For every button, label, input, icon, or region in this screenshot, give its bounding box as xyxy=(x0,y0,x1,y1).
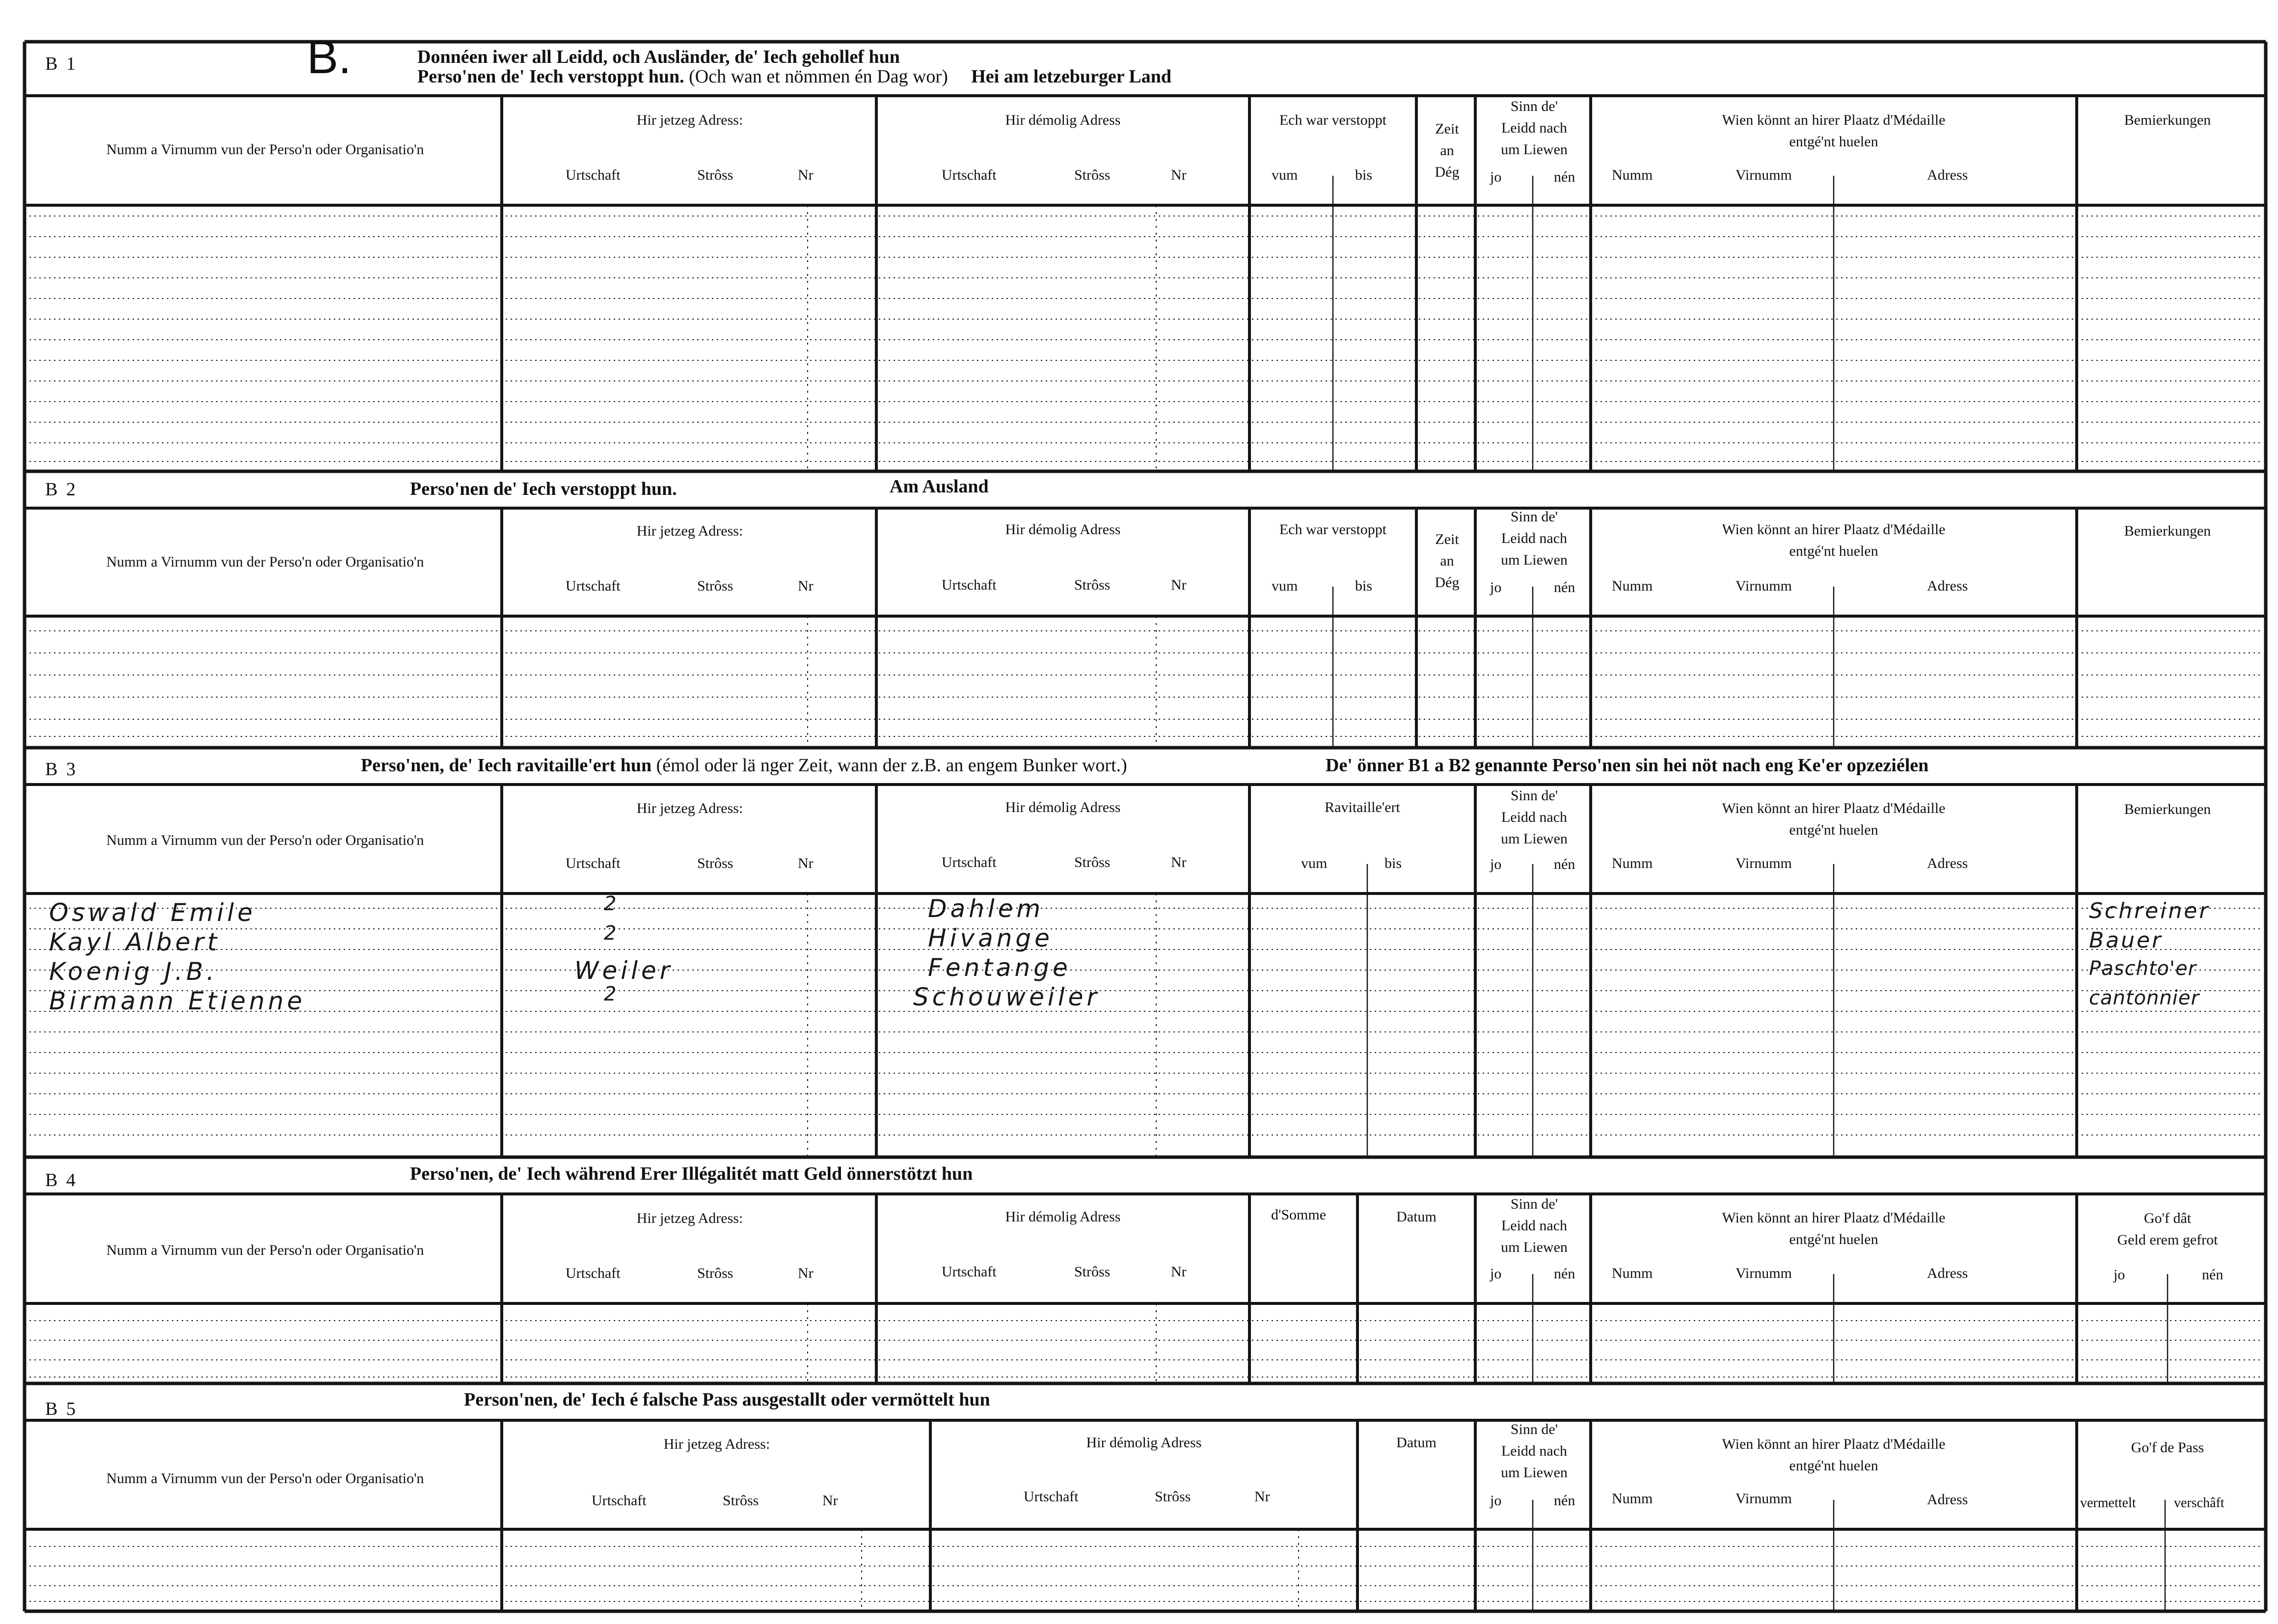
b3-sub-stross: Strôss xyxy=(697,855,733,871)
b2-sub-urtschaft-old: Urtschaft xyxy=(942,577,997,593)
b4-col-geld-1: Go'f dât xyxy=(2143,1210,2192,1226)
b3-sub-stross-old: Strôss xyxy=(1074,854,1111,870)
b1-col-sinn-2: Leidd nach xyxy=(1501,120,1568,136)
b2-col-zeit-2: an xyxy=(1440,553,1454,569)
b5-col-datum: Datum xyxy=(1396,1435,1437,1451)
b3-col-name-header: Numm a Virnumm vun der Perso'n oder Organisatio'n xyxy=(106,832,424,848)
b4-col-sinn-2: Leidd nach xyxy=(1501,1218,1568,1234)
b1-col-zeit-1: Zeit xyxy=(1435,121,1459,137)
b2-col-addr-old-header: Hir démolig Adress xyxy=(1005,521,1121,538)
b3-col-remarks: Bemierkungen xyxy=(2124,801,2211,817)
b5-col-medal-2: entgé'nt huelen xyxy=(1789,1458,1878,1474)
b1-col-sinn-1: Sinn de' xyxy=(1510,98,1558,114)
b3-entry-1-now: 2 xyxy=(604,893,620,915)
b5-sub-jo: jo xyxy=(1490,1492,1502,1509)
b3-sub-virnumm: Virnumm xyxy=(1736,855,1792,871)
b5-sub-verschaft: verschâft xyxy=(2174,1495,2224,1511)
b4-col-addr-old-header: Hir démolig Adress xyxy=(1005,1209,1121,1225)
b1-col-period-header: Ech war verstoppt xyxy=(1279,112,1387,128)
section-b4-label: B 4 xyxy=(45,1170,78,1191)
b3-sub-vum: vum xyxy=(1301,855,1328,871)
b5-sub-stross: Strôss xyxy=(723,1492,759,1509)
b3-sub-urtschaft-old: Urtschaft xyxy=(942,854,997,870)
b2-sub-virnumm: Virnumm xyxy=(1736,578,1792,594)
b4-col-somme: d'Somme xyxy=(1271,1207,1327,1223)
b4-col-medal-2: entgé'nt huelen xyxy=(1789,1231,1878,1247)
b4-sub-nr: Nr xyxy=(798,1265,814,1281)
section-b1-label: B 1 xyxy=(45,54,78,74)
b2-col-zeit-3: Dég xyxy=(1435,574,1460,591)
b1-col-zeit-3: Dég xyxy=(1435,164,1460,180)
b3-entry-3-remark: Paschto'er xyxy=(2089,957,2197,980)
b4-sub-geld-nen: nén xyxy=(2202,1267,2224,1283)
b3-entry-2-name: Kayl Albert xyxy=(49,928,220,956)
b3-entry-4-old: Schouweiler xyxy=(913,983,1100,1011)
b1-sub-vum: vum xyxy=(1272,167,1298,183)
section-b1-title-line2: Perso'nen de' Iech verstoppt hun. (Och wan et nömmen én Dag wor) Hei am letzeburger Land xyxy=(417,66,1171,87)
b2-col-sinn-3: um Liewen xyxy=(1501,552,1568,568)
b3-col-addr-old-header: Hir démolig Adress xyxy=(1005,799,1121,815)
b1-col-remarks: Bemierkungen xyxy=(2124,112,2211,128)
b2-sub-bis: bis xyxy=(1355,578,1373,594)
section-b3-label: B 3 xyxy=(45,759,78,780)
b1-sub-bis: bis xyxy=(1355,167,1373,183)
section-b5-title: Person'nen, de' Iech é falsche Pass ausgestallt oder vermöttelt hun xyxy=(464,1389,990,1410)
b5-sub-nr-old: Nr xyxy=(1254,1489,1270,1505)
b1-col-zeit-2: an xyxy=(1440,142,1454,159)
b4-sub-nen: nén xyxy=(1554,1266,1575,1282)
b4-sub-geld-jo: jo xyxy=(2114,1267,2125,1283)
section-b4-title: Perso'nen, de' Iech während Erer Illégalitét matt Geld önnerstötzt hun xyxy=(410,1164,973,1184)
b2-col-remarks: Bemierkungen xyxy=(2124,523,2211,539)
b5-col-sinn-3: um Liewen xyxy=(1501,1464,1568,1481)
b3-entry-1-old: Dahlem xyxy=(928,894,1044,923)
b1-sub-virnumm: Virnumm xyxy=(1736,167,1792,183)
b3-col-sinn-3: um Liewen xyxy=(1501,831,1568,847)
b2-col-medal-1: Wien könnt an hirer Plaatz d'Médaille xyxy=(1722,521,1946,538)
b3-entry-2-now: 2 xyxy=(604,922,620,945)
b3-sub-nr: Nr xyxy=(798,855,814,871)
b4-sub-adress: Adress xyxy=(1927,1265,1968,1281)
b5-col-sinn-2: Leidd nach xyxy=(1501,1443,1568,1459)
b2-col-name-header: Numm a Virnumm vun der Perso'n oder Organisatio'n xyxy=(106,554,424,570)
b3-entry-4-remark: cantonnier xyxy=(2089,987,2199,1009)
b1-sub-stross-old: Strôss xyxy=(1074,167,1111,183)
b4-col-addr-now-header: Hir jetzeg Adress: xyxy=(636,1210,743,1226)
b5-col-medal-1: Wien könnt an hirer Plaatz d'Médaille xyxy=(1722,1436,1946,1452)
b3-col-period-header: Ravitaille'ert xyxy=(1325,799,1400,815)
b5-sub-nr: Nr xyxy=(822,1492,838,1509)
b1-col-addr-old-header: Hir démolig Adress xyxy=(1005,112,1121,128)
b1-sub-numm: Numm xyxy=(1612,167,1653,183)
b4-col-sinn-3: um Liewen xyxy=(1501,1239,1568,1255)
b3-entry-1-name: Oswald Emile xyxy=(49,898,256,927)
b3-col-sinn-2: Leidd nach xyxy=(1501,809,1568,825)
b3-sub-bis: bis xyxy=(1384,855,1402,871)
b5-col-name-header: Numm a Virnumm vun der Perso'n oder Organisatio'n xyxy=(106,1470,424,1487)
b3-entry-4-name: Birmann Etienne xyxy=(49,987,306,1015)
b1-sub-nen: nén xyxy=(1554,169,1575,185)
b3-entry-2-remark: Bauer xyxy=(2089,928,2163,953)
b2-sub-urtschaft: Urtschaft xyxy=(566,578,621,594)
b5-sub-vermettelt: vermettelt xyxy=(2080,1495,2136,1511)
b1-sub-urtschaft-old: Urtschaft xyxy=(942,167,997,183)
b1-sub-urtschaft: Urtschaft xyxy=(566,167,621,183)
b3-col-medal-2: entgé'nt huelen xyxy=(1789,822,1878,838)
b1-sub-nr-old: Nr xyxy=(1171,167,1187,183)
b4-sub-urtschaft-old: Urtschaft xyxy=(942,1264,997,1280)
section-b1-title-line1: Donnéen iwer all Leidd, och Ausländer, de' Iech gehollef hun xyxy=(417,47,900,67)
b1-col-medal-2: entgé'nt huelen xyxy=(1789,134,1878,150)
b1-sub-nr: Nr xyxy=(798,167,814,183)
b2-sub-numm: Numm xyxy=(1612,578,1653,594)
b4-sub-stross-old: Strôss xyxy=(1074,1264,1111,1280)
b1-sub-jo: jo xyxy=(1490,169,1502,185)
b2-col-sinn-2: Leidd nach xyxy=(1501,530,1568,546)
b2-sub-nr: Nr xyxy=(798,578,814,594)
b2-col-sinn-1: Sinn de' xyxy=(1510,509,1558,525)
b2-sub-jo: jo xyxy=(1490,579,1502,595)
b4-sub-nr-old: Nr xyxy=(1171,1264,1187,1280)
b3-entry-1-remark: Schreiner xyxy=(2089,898,2210,923)
b1-col-name-header: Numm a Virnumm vun der Perso'n oder Organisatio'n xyxy=(106,141,424,158)
b4-sub-numm: Numm xyxy=(1612,1265,1653,1281)
b5-sub-numm: Numm xyxy=(1612,1490,1653,1507)
b1-col-medal-1: Wien könnt an hirer Plaatz d'Médaille xyxy=(1722,112,1946,128)
b3-sub-numm: Numm xyxy=(1612,855,1653,871)
b2-sub-stross: Strôss xyxy=(697,578,733,594)
b4-col-datum: Datum xyxy=(1396,1209,1437,1225)
b5-col-pass: Go'f de Pass xyxy=(2131,1439,2204,1456)
b5-sub-adress: Adress xyxy=(1927,1491,1968,1508)
section-b2-title: Perso'nen de' Iech verstoppt hun. xyxy=(410,479,677,499)
b2-col-zeit-1: Zeit xyxy=(1435,531,1459,547)
b2-sub-nr-old: Nr xyxy=(1171,577,1187,593)
b5-sub-stross-old: Strôss xyxy=(1155,1489,1191,1505)
b5-sub-urtschaft: Urtschaft xyxy=(592,1492,647,1509)
b3-col-medal-1: Wien könnt an hirer Plaatz d'Médaille xyxy=(1722,800,1946,816)
b3-col-addr-now-header: Hir jetzeg Adress: xyxy=(636,800,743,816)
b1-sub-adress: Adress xyxy=(1927,167,1968,183)
b4-sub-stross: Strôss xyxy=(697,1265,733,1281)
b5-col-addr-old-header: Hir démolig Adress xyxy=(1086,1435,1202,1451)
b5-sub-virnumm: Virnumm xyxy=(1736,1490,1792,1507)
b1-col-sinn-3: um Liewen xyxy=(1501,141,1568,158)
section-b2-title-ausland: Am Ausland xyxy=(890,476,989,497)
b3-entry-3-old: Fentange xyxy=(928,953,1071,982)
b3-col-sinn-1: Sinn de' xyxy=(1510,787,1558,804)
b4-sub-virnumm: Virnumm xyxy=(1736,1265,1792,1281)
b4-col-name-header: Numm a Virnumm vun der Perso'n oder Organisatio'n xyxy=(106,1242,424,1258)
b3-entry-2-old: Hivange xyxy=(928,924,1053,952)
b1-col-addr-now-header: Hir jetzeg Adress: xyxy=(636,112,743,128)
b3-sub-nen: nén xyxy=(1554,856,1575,872)
section-b5-label: B 5 xyxy=(45,1399,78,1419)
b5-sub-nen: nén xyxy=(1554,1492,1575,1509)
section-b3-title: Perso'nen, de' Iech ravitaille'ert hun (émol oder lä nger Zeit, wann der z.B. an engem Bunker wort.) xyxy=(361,755,1127,776)
b2-sub-vum: vum xyxy=(1272,578,1298,594)
b5-col-addr-now-header: Hir jetzeg Adress: xyxy=(663,1436,770,1452)
section-b3-title-note: De' önner B1 a B2 genannte Perso'nen sin hei nöt nach eng Ke'er opzeziélen xyxy=(1326,755,1929,776)
b3-sub-urtschaft: Urtschaft xyxy=(566,855,621,871)
b3-sub-adress: Adress xyxy=(1927,855,1968,871)
section-b2-label: B 2 xyxy=(45,479,78,500)
b4-sub-urtschaft: Urtschaft xyxy=(566,1265,621,1281)
b1-sub-stross: Strôss xyxy=(697,167,733,183)
b5-sub-urtschaft-old: Urtschaft xyxy=(1024,1489,1079,1505)
b5-col-sinn-1: Sinn de' xyxy=(1510,1421,1558,1437)
b3-sub-jo: jo xyxy=(1490,856,1502,872)
b3-entry-3-now: Weiler xyxy=(574,956,674,985)
b2-sub-nen: nén xyxy=(1554,579,1575,595)
b4-sub-jo: jo xyxy=(1490,1266,1502,1282)
b3-entry-4-now: 2 xyxy=(604,983,620,1005)
b2-col-addr-now-header: Hir jetzeg Adress: xyxy=(636,523,743,539)
b2-col-medal-2: entgé'nt huelen xyxy=(1789,543,1878,559)
b4-col-geld-2: Geld erem gefrot xyxy=(2117,1232,2218,1248)
b3-entry-3-name: Koenig J.B. xyxy=(49,957,218,986)
b4-col-medal-1: Wien könnt an hirer Plaatz d'Médaille xyxy=(1722,1210,1946,1226)
b4-col-sinn-1: Sinn de' xyxy=(1510,1196,1558,1212)
b2-col-period-header: Ech war verstoppt xyxy=(1279,521,1387,538)
section-b-big-letter: B. xyxy=(307,31,352,83)
b2-sub-adress: Adress xyxy=(1927,578,1968,594)
b2-sub-stross-old: Strôss xyxy=(1074,577,1111,593)
b3-sub-nr-old: Nr xyxy=(1171,854,1187,870)
